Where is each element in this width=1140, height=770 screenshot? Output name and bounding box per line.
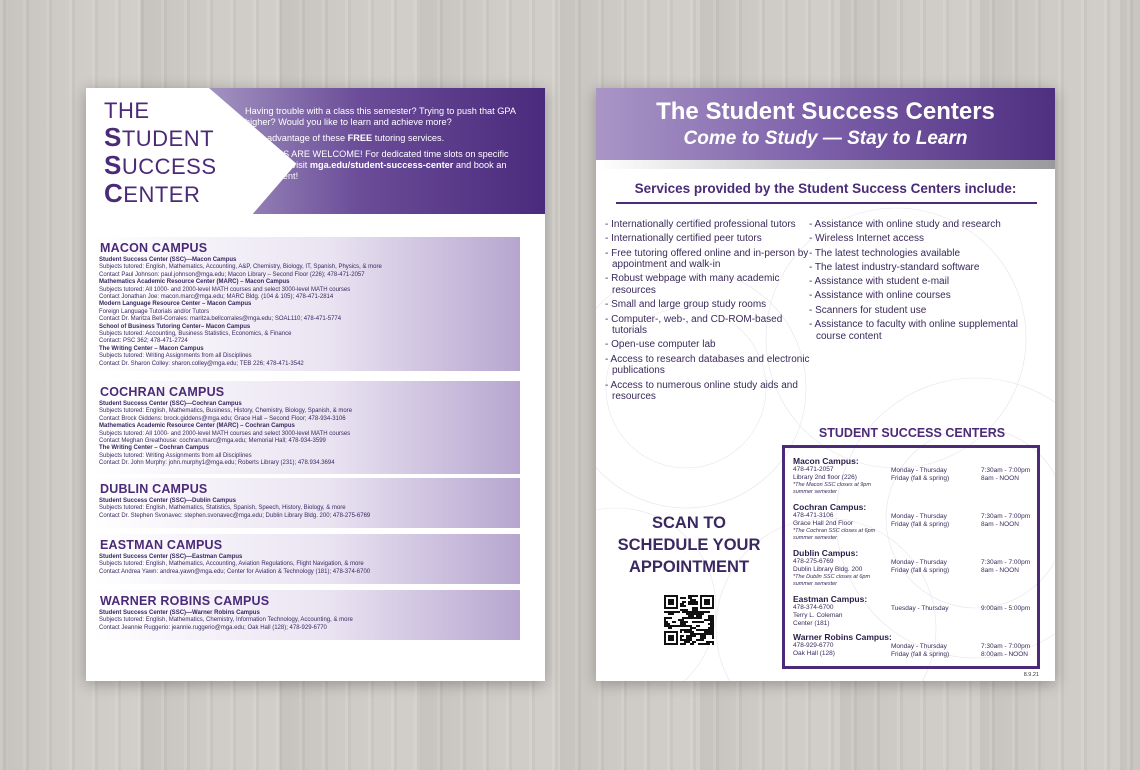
service-item: - Open-use computer lab [605, 339, 716, 351]
services-heading: Services provided by the Student Success Centers include: [634, 181, 1017, 196]
campus-block [92, 478, 520, 528]
center-times [981, 467, 1030, 483]
center-note: *The Cochran SSC closes at 6pm summer semester [793, 528, 876, 541]
center-name: Cochran Campus: [793, 502, 867, 512]
campus-detail-line: Subjects tutored: English, Mathematics, Accounting, Aviation Regulations, Flight Navigation, & more [99, 561, 364, 568]
service-item: - Assistance with online courses [809, 290, 951, 302]
center-times [981, 559, 1030, 575]
campus-detail-line: Modern Language Resource Center – Macon Campus [99, 301, 252, 308]
campus-heading: MACON CAMPUS [100, 241, 208, 255]
center-day-line: Monday - Thursday [891, 513, 947, 520]
campus-detail-line: Contact Meghan Greathouse: cochran.marc@mga.edu; Memorial Hall; 478-934-3599 [99, 438, 326, 445]
center-time-line: 8am - NOON [981, 567, 1019, 574]
center-day-line: Friday (fall & spring) [891, 651, 950, 658]
center-name: Eastman Campus: [793, 594, 868, 604]
divider [616, 202, 1037, 204]
campus-detail-line: Subjects tutored: All 1000- and 2000-level MATH courses and select 3000-level MATH courses [99, 430, 351, 437]
service-item: - Free tutoring offered online and in-person by appointment and walk-in [605, 247, 809, 271]
center-info: 478-275-6769 [793, 558, 834, 565]
service-item: - Robust webpage with many academic resources [605, 273, 780, 297]
campus-detail-line: Contact: PSC 362; 478-471-2724 [99, 338, 188, 345]
campus-detail-line: Contact Brock Giddens: brock.giddens@mga.edu; Grace Hall – Second Floor; 478-934-3106 [99, 415, 346, 422]
center-time-line: 7:30am - 7:00pm [981, 643, 1031, 650]
center-day-line: Monday - Thursday [891, 643, 947, 650]
campus-detail-line: Contact Jonathan Joe: macon.marc@mga.edu; MARC Bldg. (104 & 105); 478-471-2814 [99, 294, 334, 301]
campus-detail-line: Mathematics Academic Resource Center (MARC) – Cochran Campus [99, 423, 295, 430]
print-date: 8.9.21 [1023, 672, 1039, 678]
center-name: Dublin Campus: [793, 548, 859, 558]
service-item: - Assistance with student e-mail [809, 276, 950, 288]
campus-heading: EASTMAN CAMPUS [100, 538, 223, 552]
campus-detail-line: Contact Paul Johnson: paul.johnson@mga.edu; Macon Library – Second Floor (226); 478-471-2057 [99, 271, 365, 278]
center-info: Grace Hall 2nd Floor [793, 520, 853, 527]
center-day-line: Monday - Thursday [891, 467, 947, 474]
banner-stripe [596, 160, 1055, 169]
center-row [793, 548, 1039, 587]
service-item: - The latest technologies available [809, 247, 961, 259]
center-days [891, 559, 949, 575]
campus-block [92, 590, 520, 640]
services-list-right [809, 219, 1047, 345]
center-info: 478-471-3106 [793, 512, 834, 519]
center-note: *The Dublin SSC closes at 6pm summer semester [793, 574, 871, 587]
center-info: Oak Hall (128) [793, 650, 835, 657]
campus-detail-line: Subjects tutored: English, Mathematics, Accounting, A&P, Chemistry, Biology, IT, Spanish, Physics, & more [99, 264, 382, 271]
center-day-line: Monday - Thursday [891, 559, 947, 566]
center-info: Center (181) [793, 620, 830, 627]
center-name: Warner Robins Campus: [793, 632, 892, 642]
front-banner-text: Having trouble with a class this semester? Trying to push that GPA higher? Would you like to learn and achieve more? Take advantage of these FREE tutoring services. WALK-INS ARE WELCOME! For dedicated time slots on specific schedules, visit mga.edu/student-success-center and book an appointment! [245, 106, 516, 181]
campus-detail-line: The Writing Center – Macon Campus [99, 345, 204, 352]
campus-detail-line: Subjects tutored: Writing Assignments from all Disciplines [99, 452, 252, 459]
ssc-table-title: STUDENT SUCCESS CENTERS [818, 426, 1006, 440]
center-row [793, 502, 1039, 541]
campus-heading: COCHRAN CAMPUS [100, 385, 225, 399]
back-flyer [596, 88, 1055, 681]
campus-detail-line: Student Success Center (SSC)—Cochran Campus [99, 401, 242, 407]
center-info: 478-374-6700 [793, 604, 834, 611]
campus-detail-line: Student Success Center (SSC)—Dublin Campus [99, 498, 237, 504]
center-days [891, 605, 948, 613]
campus-block [92, 381, 520, 474]
service-item: - Internationally certified peer tutors [605, 233, 762, 245]
service-item: - Small and large group study rooms [605, 299, 767, 311]
campus-detail-line: Subjects tutored: English, Mathematics, Chemistry, Information Technology, Accounting, & more [99, 617, 353, 624]
campus-block [92, 534, 520, 584]
center-time-line: 8am - NOON [981, 521, 1019, 528]
center-time-line: 7:30am - 7:00pm [981, 513, 1031, 520]
campus-detail-line: Contact Dr. Sharon Colley: sharon.colley@mga.edu; TEB 226; 478-471-3542 [99, 360, 304, 367]
campus-heading: DUBLIN CAMPUS [100, 482, 208, 496]
service-item: - Internationally certified professional tutors [605, 219, 796, 230]
campus-detail-line: School of Business Tutoring Center– Macon Campus [99, 323, 251, 330]
service-item: - The latest industry-standard software [809, 261, 980, 273]
center-day-line: Friday (fall & spring) [891, 521, 950, 528]
campus-detail-line: Mathematics Academic Resource Center (MARC) – Macon Campus [99, 279, 290, 286]
service-item: - Assistance with online study and research [809, 219, 1001, 230]
campus-heading: WARNER ROBINS CAMPUS [100, 594, 270, 608]
center-info: Library 2nd floor (226) [793, 474, 857, 481]
ssc-table [782, 445, 1040, 669]
service-item: - Computer-, web-, and CD-ROM-based tutorials [605, 313, 783, 337]
campus-detail-line: Student Success Center (SSC)—Eastman Campus [99, 554, 243, 560]
campus-detail-line: Subjects tutored: All 1000- and 2000-level MATH courses and select 3000-level MATH courses [99, 286, 351, 293]
campus-detail-line: Subjects tutored: Writing Assignments from all Disciplines [99, 353, 252, 360]
center-time-line: 7:30am - 7:00pm [981, 559, 1031, 566]
center-info: Dublin Library Bldg. 200 [793, 566, 863, 573]
center-info: 478-929-6770 [793, 642, 834, 649]
center-row [793, 594, 1039, 628]
services-list-left [605, 219, 810, 406]
center-name: Macon Campus: [793, 456, 859, 466]
campus-detail-line: Student Success Center (SSC)—Macon Campus [99, 257, 237, 263]
center-times [981, 513, 1030, 529]
campus-detail-line: Subjects tutored: Accounting, Business Statistics, Economics, & Finance [99, 331, 292, 338]
center-day-line: Friday (fall & spring) [891, 567, 950, 574]
campus-block [92, 237, 520, 371]
campus-detail-line: Foreign Language Tutorials and/or Tutors [99, 308, 210, 315]
back-subtitle: Come to Study — Stay to Learn [683, 128, 968, 149]
center-times [981, 605, 1030, 613]
campus-detail-line: Subjects tutored: English, Mathematics, Business, History, Chemistry, Biology, Spanish, & more [99, 408, 353, 415]
center-days [891, 513, 949, 529]
center-day-line: Friday (fall & spring) [891, 475, 950, 482]
center-days [891, 467, 949, 483]
campus-detail-line: Contact Dr. John Murphy: john.murphy1@mga.edu; Roberts Library (231); 478.934.3694 [99, 460, 335, 467]
campus-detail-line: Subjects tutored: English, Mathematics, Statistics, Spanish, Speech, History, Biology, & more [99, 505, 346, 512]
service-item: - Access to numerous online study aids and resources [605, 379, 798, 403]
campus-detail-line: Contact Dr. Maritza Bell-Corrales: maritza.bellcorrales@mga.edu; SOAL110; 478-471-5774 [99, 316, 342, 323]
service-item: - Wireless Internet access [809, 233, 925, 245]
center-time-line: 9:00am - 5:00pm [981, 605, 1031, 612]
service-item: - Assistance to faculty with online supplemental course content [809, 318, 1018, 342]
ssc-logo: THE STUDENT SUCCESS CENTER [104, 98, 217, 208]
center-days [891, 643, 949, 659]
center-time-line: 8am - NOON [981, 475, 1019, 482]
scan-to-schedule-text: SCAN TO SCHEDULE YOUR APPOINTMENT [617, 514, 761, 576]
center-info: 478-471-2057 [793, 466, 834, 473]
center-times [981, 643, 1030, 659]
back-title: The Student Success Centers [656, 98, 995, 125]
service-item: - Scanners for student use [809, 304, 927, 316]
campus-detail-line: Contact Jeannie Ruggerio: jeannie.ruggerio@mga.edu; Oak Hall (128); 478-929-6770 [99, 624, 327, 631]
campus-detail-line: The Writing Center – Cochran Campus [99, 445, 209, 452]
center-time-line: 8:00am - NOON [981, 651, 1028, 658]
campus-detail-line: Student Success Center (SSC)—Warner Robins Campus [99, 610, 260, 616]
center-row [793, 632, 1039, 658]
center-info: Terry L. Coleman [793, 612, 843, 619]
center-row [793, 456, 1039, 495]
service-item: - Access to research databases and electronic publications [605, 353, 810, 377]
center-day-line: Tuesday - Thursday [891, 605, 949, 612]
front-flyer [86, 88, 545, 681]
qr-code[interactable] [664, 595, 714, 645]
campus-detail-line: Contact Dr. Stephen Svonavec: stephen.svonavec@mga.edu; Dublin Library Bldg. 200; 478-275-6769 [99, 512, 371, 519]
center-time-line: 7:30am - 7:00pm [981, 467, 1031, 474]
center-note: *The Macon SSC closes at 9pm summer semester [793, 482, 871, 495]
campus-detail-line: Contact Andrea Yawn: andrea.yawn@mga.edu; Center for Aviation & Technology (181); 478-374-6700 [99, 568, 371, 575]
